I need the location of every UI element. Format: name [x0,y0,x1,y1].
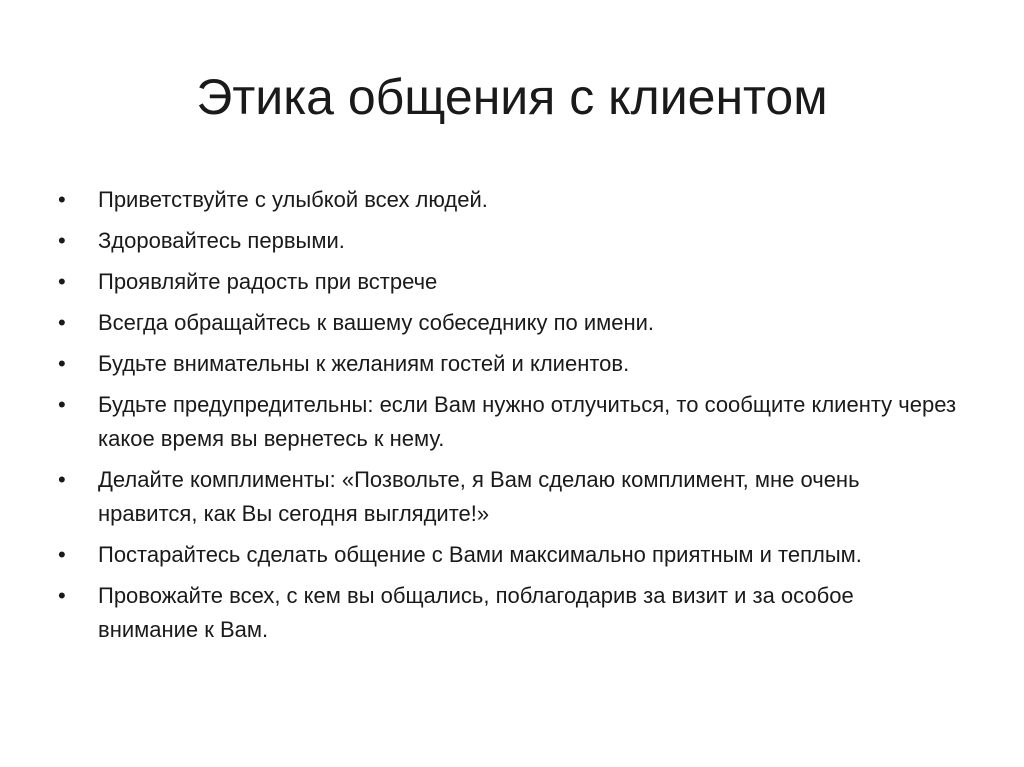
list-item [58,579,958,647]
list-item-text: Будьте предупредительны: если Вам нужно отлучиться, то сообщите клиенту через какое время вы вернетесь к нему. [98,392,957,451]
list-item [58,463,958,531]
bullet-marker: • [58,269,66,294]
slide-title: Этика общения с клиентом [196,69,828,125]
bullet-marker: • [58,392,66,417]
bullet-marker: • [58,310,66,335]
bullet-marker: • [58,467,66,492]
list-item [58,183,958,217]
list-item [58,306,958,340]
bullet-marker: • [58,542,66,567]
bullet-marker: • [58,228,66,253]
list-item [58,224,958,258]
list-item-text: Всегда обращайтесь к вашему собеседнику по имени. [98,310,655,335]
list-item [58,538,958,572]
list-item-text: Здоровайтесь первыми. [98,228,345,253]
list-item-text: Проявляйте радость при встрече [98,269,438,294]
bullet-marker: • [58,187,66,212]
list-item [58,388,958,456]
list-item-text: Провожайте всех, с кем вы общались, поблагодарив за визит и за особое внимание к Вам. [98,583,854,642]
bullet-marker: • [58,351,66,376]
list-item-text: Делайте комплименты: «Позвольте, я Вам сделаю комплимент, мне очень нравится, как Вы сегодня выглядите!» [98,467,860,526]
list-item [58,265,958,299]
bullet-marker: • [58,583,66,608]
list-item [58,347,958,381]
bullet-list [58,183,958,654]
list-item-text: Будьте внимательны к желаниям гостей и клиентов. [98,351,630,376]
list-item-text: Приветствуйте с улыбкой всех людей. [98,187,488,212]
list-item-text: Постарайтесь сделать общение с Вами максимально приятным и теплым. [98,542,862,567]
